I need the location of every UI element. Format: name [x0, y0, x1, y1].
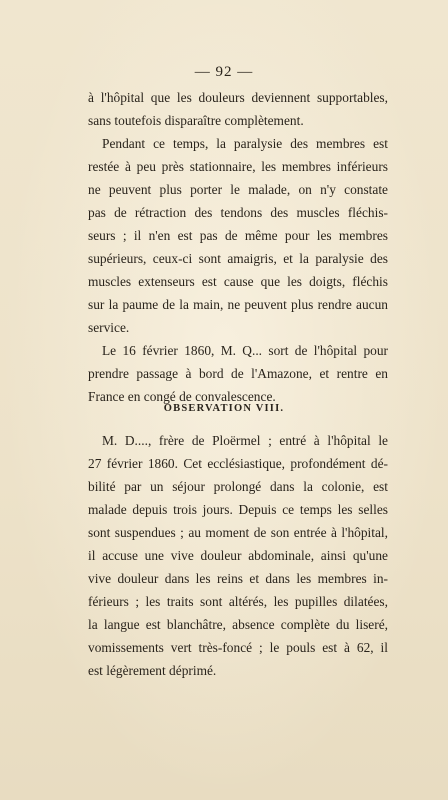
text-block-bottom: [88, 429, 388, 682]
text-line: Pendant ce temps, la paralysie des membres est: [102, 136, 388, 151]
text-line: seurs ; il n'en est pas de même pour les membres: [88, 228, 388, 243]
text-line: ne peuvent plus porter le malade, on n'y constate: [88, 182, 388, 197]
text-block-top: [88, 86, 388, 408]
text-line: prendre passage à bord de l'Amazone, et rentre en: [88, 366, 388, 381]
text-line: pas de rétraction des tendons des muscles fléchis-: [88, 205, 388, 220]
text-line: Le 16 février 1860, M. Q... sort de l'hôpital pour: [102, 343, 388, 358]
text-line: service.: [88, 320, 130, 335]
text-line: bilité par un séjour prolongé dans la colonie, est: [88, 479, 388, 494]
text-line: férieurs ; les traits sont altérés, les pupilles dilatées,: [88, 594, 388, 609]
text-line: France en congé de convalescence.: [88, 389, 276, 404]
text-line: 27 février 1860. Cet ecclésiastique, profondément dé-: [88, 456, 388, 471]
text-line: restée à peu près stationnaire, les membres inférieurs: [88, 159, 388, 174]
text-line: il accuse une vive douleur abdominale, ainsi qu'une: [88, 548, 388, 563]
text-line: est légèrement déprimé.: [88, 663, 217, 678]
text-line: sur la paume de la main, ne peuvent plus rendre aucun: [88, 297, 388, 312]
text-line: vive douleur dans les reins et dans les membres in-: [88, 571, 388, 586]
text-line: sans toutefois disparaître complètement.: [88, 113, 304, 128]
text-line: malade depuis trois jours. Depuis ce temps les selles: [88, 502, 388, 517]
text-line: vomissements vert très-foncé ; le pouls est à 62, il: [88, 640, 388, 655]
text-line: sont suspendues ; au moment de son entrée à l'hôpital,: [88, 525, 388, 540]
text-line: supérieurs, ceux-ci sont amaigris, et la paralysie des: [88, 251, 388, 266]
text-line: à l'hôpital que les douleurs deviennent supportables,: [88, 90, 388, 105]
text-line: M. D...., frère de Ploërmel ; entré à l'hôpital le: [102, 433, 388, 448]
text-line: muscles extenseurs est cause que les doigts, fléchis: [88, 274, 388, 289]
section-heading: OBSERVATION VIII.: [163, 403, 285, 414]
page-number: — 92 —: [194, 64, 254, 80]
text-line: la langue est blanchâtre, absence complète du liseré,: [88, 617, 388, 632]
